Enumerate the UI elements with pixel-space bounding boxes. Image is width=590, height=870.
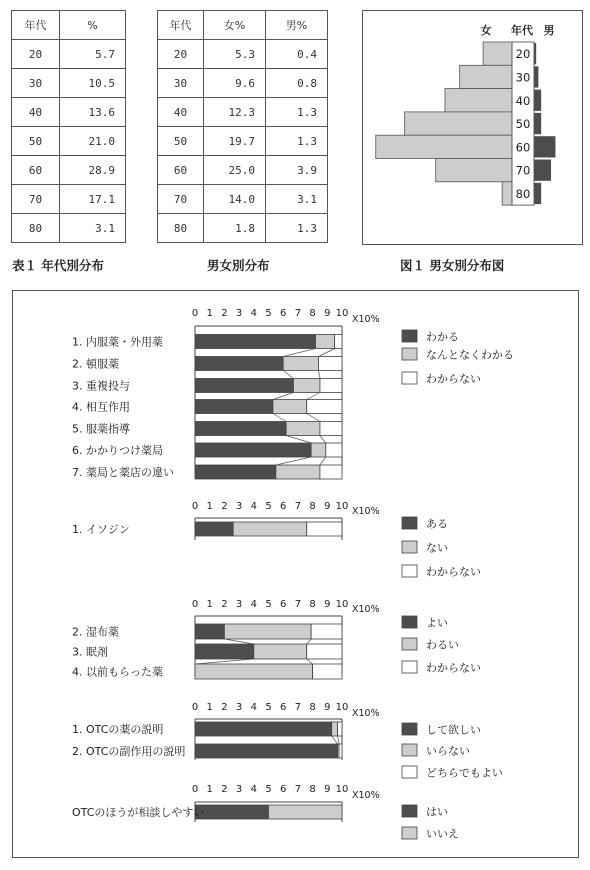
axis-tick-label: 6 bbox=[280, 501, 287, 512]
stacked-bar-segment bbox=[335, 335, 342, 349]
legend-swatch bbox=[402, 517, 417, 529]
header-cell: 年代 bbox=[158, 11, 204, 40]
axis-unit-label: X10% bbox=[352, 506, 380, 517]
age-cell: 20 bbox=[12, 40, 60, 69]
legend-label: ない bbox=[426, 541, 448, 555]
header-cell: % bbox=[60, 11, 126, 40]
figure1-caption: 図１ 男女別分布図 bbox=[400, 258, 505, 273]
percent-cell: 5.7 bbox=[60, 40, 126, 69]
female-bar bbox=[460, 65, 512, 88]
stacked-bar-segment bbox=[339, 744, 342, 758]
stacked-bar-segment bbox=[195, 357, 283, 371]
axis-tick-label: 2 bbox=[221, 501, 228, 512]
axis-tick-label: 4 bbox=[250, 599, 257, 610]
axis-tick-label: 4 bbox=[250, 702, 257, 713]
axis-tick-label: 1 bbox=[206, 501, 213, 512]
legend-swatch bbox=[402, 661, 417, 673]
legend-swatch bbox=[402, 827, 417, 839]
axis-tick-label: 0 bbox=[191, 599, 199, 610]
category-label: 1. イソジン bbox=[72, 523, 130, 536]
age-cell: 70 bbox=[158, 185, 204, 214]
segment-connector-line bbox=[224, 639, 253, 644]
legend-label: なんとなくわかる bbox=[426, 348, 514, 362]
axis-tick-label: 8 bbox=[309, 784, 316, 795]
legend-swatch bbox=[402, 372, 417, 384]
stacked-bar-segment bbox=[195, 379, 293, 393]
female-percent-cell: 14.0 bbox=[204, 185, 266, 214]
legend-label: わからない bbox=[426, 372, 481, 386]
stacked-bar-segment bbox=[276, 465, 320, 479]
axis-tick-label: 10 bbox=[335, 784, 349, 795]
axis-tick-label: 1 bbox=[206, 784, 213, 795]
male-percent-cell: 1.3 bbox=[266, 127, 328, 156]
stacked-bar-segment bbox=[307, 522, 342, 536]
segment-connector-line bbox=[307, 414, 320, 422]
category-label: 4. 以前もらった薬 bbox=[72, 665, 163, 679]
age-label: 40 bbox=[515, 93, 531, 108]
female-bar bbox=[502, 182, 512, 205]
stacked-bar-segment bbox=[195, 400, 273, 414]
stacked-bar-segment bbox=[318, 357, 342, 371]
axis-tick-label: 8 bbox=[309, 308, 316, 319]
axis-tick-label: 10 bbox=[335, 702, 349, 713]
axis-tick-label: 2 bbox=[221, 784, 228, 795]
segment-connector-line bbox=[276, 457, 311, 465]
stacked-bar-segment bbox=[320, 422, 342, 436]
segment-connector-line bbox=[307, 659, 313, 664]
age-cell: 50 bbox=[12, 127, 60, 156]
axis-tick-label: 3 bbox=[235, 501, 243, 512]
segment-connector-line bbox=[318, 349, 334, 357]
legend-swatch bbox=[402, 616, 417, 628]
stacked-bar-segment bbox=[195, 664, 313, 679]
stacked-bar-segment bbox=[320, 379, 342, 393]
axis-tick-label: 9 bbox=[324, 784, 331, 795]
female-percent-cell: 25.0 bbox=[204, 156, 266, 185]
age-cell: 80 bbox=[12, 214, 60, 243]
axis-tick-label: 7 bbox=[294, 501, 302, 512]
axis-unit-label: X10% bbox=[352, 314, 380, 325]
header-cell: 女% bbox=[204, 11, 266, 40]
male-bar bbox=[534, 183, 541, 204]
axis-tick-label: 9 bbox=[324, 599, 331, 610]
axis-tick-label: 7 bbox=[294, 784, 302, 795]
stacked-bar-segment bbox=[320, 465, 342, 479]
axis-tick-label: 3 bbox=[235, 308, 243, 319]
stacked-bar-segment bbox=[195, 335, 316, 349]
stacked-bar-segment bbox=[311, 624, 342, 639]
female-header: 女 bbox=[480, 24, 492, 37]
percent-cell: 21.0 bbox=[60, 127, 126, 156]
legend-swatch bbox=[402, 565, 417, 577]
axis-tick-label: 0 bbox=[191, 702, 199, 713]
age-label: 70 bbox=[515, 163, 531, 178]
stacked-bar-segment bbox=[269, 805, 343, 819]
axis-tick-label: 2 bbox=[221, 308, 228, 319]
category-label: 2. 湿布薬 bbox=[72, 625, 119, 639]
axis-tick-label: 6 bbox=[280, 308, 287, 319]
male-bar bbox=[534, 136, 555, 157]
axis-tick-label: 9 bbox=[324, 308, 331, 319]
axis-tick-label: 4 bbox=[250, 784, 257, 795]
age-label: 30 bbox=[515, 70, 531, 85]
segment-connector-line bbox=[283, 349, 315, 357]
axis-tick-label: 10 bbox=[335, 308, 349, 319]
percent-cell: 28.9 bbox=[60, 156, 126, 185]
category-label: 5. 服薬指導 bbox=[72, 422, 130, 436]
male-percent-cell: 3.9 bbox=[266, 156, 328, 185]
male-bar bbox=[534, 160, 551, 181]
axis-tick-label: 1 bbox=[206, 599, 213, 610]
stacked-bar-segment bbox=[293, 379, 319, 393]
legend-label: わかる bbox=[426, 330, 459, 344]
male-bar bbox=[534, 66, 538, 87]
axis-tick-label: 7 bbox=[294, 702, 302, 713]
age-cell: 20 bbox=[158, 40, 204, 69]
legend-swatch bbox=[402, 723, 417, 735]
legend-label: いらない bbox=[426, 744, 470, 758]
segment-connector-line bbox=[320, 457, 326, 465]
legend-label: どちらでもよい bbox=[426, 766, 503, 780]
stacked-bar-segment bbox=[338, 722, 342, 736]
segment-connector-line bbox=[286, 436, 311, 444]
stacked-bar-segment bbox=[307, 400, 342, 414]
axis-tick-label: 8 bbox=[309, 599, 316, 610]
age-cell: 30 bbox=[158, 69, 204, 98]
stacked-bar-segment bbox=[311, 443, 326, 457]
axis-tick-label: 2 bbox=[221, 599, 228, 610]
segment-connector-line bbox=[318, 371, 319, 379]
axis-unit-label: X10% bbox=[352, 604, 380, 615]
category-label: 1. OTCの薬の説明 bbox=[72, 723, 164, 736]
category-label: OTCのほうが相談しやすい bbox=[72, 806, 205, 819]
female-bar bbox=[483, 42, 512, 65]
axis-tick-label: 0 bbox=[191, 784, 199, 795]
female-bar bbox=[376, 135, 512, 158]
table1-caption: 表１ 年代別分布 bbox=[12, 258, 104, 273]
stacked-bar-segment bbox=[195, 624, 224, 639]
segment-connector-line bbox=[273, 393, 294, 400]
female-percent-cell: 9.6 bbox=[204, 69, 266, 98]
axis-tick-label: 10 bbox=[335, 501, 349, 512]
axis-tick-label: 8 bbox=[309, 702, 316, 713]
segment-connector-line bbox=[273, 414, 286, 422]
axis-tick-label: 4 bbox=[250, 501, 257, 512]
legend-label: わからない bbox=[426, 565, 481, 579]
header-cell: 年代 bbox=[12, 11, 60, 40]
stacked-bar-segment bbox=[273, 400, 307, 414]
stacked-bar-segment bbox=[195, 805, 269, 819]
legend-label: いいえ bbox=[426, 827, 459, 841]
percent-cell: 17.1 bbox=[60, 185, 126, 214]
male-percent-cell: 1.3 bbox=[266, 98, 328, 127]
axis-tick-label: 7 bbox=[294, 599, 302, 610]
male-bar bbox=[534, 90, 541, 111]
female-bar bbox=[445, 89, 512, 112]
segment-connector-line bbox=[320, 436, 326, 444]
percent-cell: 13.6 bbox=[60, 98, 126, 127]
axis-tick-label: 1 bbox=[206, 702, 213, 713]
legend-swatch bbox=[402, 330, 417, 342]
legend-label: わるい bbox=[426, 638, 459, 652]
stacked-bar-segment bbox=[307, 644, 342, 659]
header-cell: 男% bbox=[266, 11, 328, 40]
axis-tick-label: 3 bbox=[235, 784, 243, 795]
axis-tick-label: 5 bbox=[265, 784, 272, 795]
segment-connector-line bbox=[307, 639, 311, 644]
axis-tick-label: 10 bbox=[335, 599, 349, 610]
legend-swatch bbox=[402, 744, 417, 756]
stacked-bar-segment bbox=[326, 443, 342, 457]
legend-swatch bbox=[402, 638, 417, 650]
axis-tick-label: 1 bbox=[206, 308, 213, 319]
stacked-bar-segment bbox=[233, 522, 307, 536]
category-label: 7. 薬局と薬店の違い bbox=[72, 466, 174, 479]
axis-tick-label: 9 bbox=[324, 501, 331, 512]
male-percent-cell: 0.4 bbox=[266, 40, 328, 69]
stacked-bar-segment bbox=[283, 357, 318, 371]
stacked-bar-segment bbox=[195, 443, 311, 457]
axis-tick-label: 9 bbox=[324, 702, 331, 713]
male-bar bbox=[534, 113, 541, 134]
legend-swatch bbox=[402, 348, 417, 360]
male-percent-cell: 3.1 bbox=[266, 185, 328, 214]
age-cell: 30 bbox=[12, 69, 60, 98]
age-cell: 80 bbox=[158, 214, 204, 243]
percent-cell: 10.5 bbox=[60, 69, 126, 98]
legend-label: ある bbox=[426, 517, 448, 531]
segment-connector-line bbox=[338, 736, 339, 744]
axis-tick-label: 5 bbox=[265, 702, 272, 713]
stacked-bar-segment bbox=[254, 644, 307, 659]
axis-tick-label: 3 bbox=[235, 702, 243, 713]
stacked-bar-segment bbox=[195, 744, 338, 758]
age-label: 50 bbox=[515, 117, 531, 132]
age-cell: 60 bbox=[12, 156, 60, 185]
legend-swatch bbox=[402, 541, 417, 553]
stacked-bar-segment bbox=[286, 422, 320, 436]
axis-tick-label: 6 bbox=[280, 702, 287, 713]
stacked-bar-segment bbox=[195, 465, 276, 479]
female-bar bbox=[405, 112, 512, 135]
category-label: 2. OTCの副作用の説明 bbox=[72, 745, 186, 758]
age-cell: 60 bbox=[158, 156, 204, 185]
female-bar bbox=[436, 159, 512, 182]
female-percent-cell: 19.7 bbox=[204, 127, 266, 156]
legend-label: はい bbox=[426, 805, 448, 819]
age-cell: 50 bbox=[158, 127, 204, 156]
legend-label: わからない bbox=[426, 661, 481, 675]
axis-tick-label: 0 bbox=[191, 308, 199, 319]
legend-swatch bbox=[402, 766, 417, 778]
category-label: 2. 頓服薬 bbox=[72, 357, 119, 371]
axis-tick-label: 4 bbox=[250, 308, 257, 319]
stacked-bar-segment bbox=[332, 722, 338, 736]
age-label: 80 bbox=[515, 186, 531, 201]
stacked-bar-segment bbox=[195, 644, 254, 659]
axis-tick-label: 3 bbox=[235, 599, 243, 610]
segment-connector-line bbox=[307, 393, 320, 400]
age-cell: 40 bbox=[158, 98, 204, 127]
female-percent-cell: 1.8 bbox=[204, 214, 266, 243]
stacked-bar-segment bbox=[313, 664, 342, 679]
age-cell: 70 bbox=[12, 185, 60, 214]
table2-caption: 男女別分布 bbox=[207, 258, 270, 273]
stacked-bar-segment bbox=[195, 522, 233, 536]
axis-tick-label: 6 bbox=[280, 784, 287, 795]
percent-cell: 3.1 bbox=[60, 214, 126, 243]
age-cell: 40 bbox=[12, 98, 60, 127]
female-percent-cell: 5.3 bbox=[204, 40, 266, 69]
axis-tick-label: 2 bbox=[221, 702, 228, 713]
axis-unit-label: X10% bbox=[352, 790, 380, 801]
stacked-bar-segment bbox=[195, 422, 286, 436]
legend-label: して欲しい bbox=[426, 723, 481, 737]
legend-swatch bbox=[402, 805, 417, 817]
male-header: 男 bbox=[543, 24, 555, 37]
axis-tick-label: 0 bbox=[191, 501, 199, 512]
category-label: 4. 相互作用 bbox=[72, 400, 130, 414]
axis-tick-label: 6 bbox=[280, 599, 287, 610]
axis-unit-label: X10% bbox=[352, 708, 380, 719]
category-label: 3. 眠剤 bbox=[72, 645, 108, 659]
age-header: 年代 bbox=[511, 24, 533, 37]
segment-connector-line bbox=[283, 371, 293, 379]
male-percent-cell: 1.3 bbox=[266, 214, 328, 243]
segment-connector-line bbox=[332, 736, 338, 744]
axis-tick-label: 8 bbox=[309, 501, 316, 512]
age-label: 60 bbox=[515, 140, 531, 155]
category-label: 6. かかりつけ薬局 bbox=[72, 444, 163, 457]
axis-tick-label: 5 bbox=[265, 501, 272, 512]
female-percent-cell: 12.3 bbox=[204, 98, 266, 127]
axis-tick-label: 5 bbox=[265, 308, 272, 319]
legend-label: よい bbox=[426, 616, 448, 630]
stacked-bar-segment bbox=[316, 335, 335, 349]
axis-tick-label: 7 bbox=[294, 308, 302, 319]
segment-connector-line bbox=[195, 659, 254, 664]
stacked-bar-segment bbox=[224, 624, 311, 639]
category-label: 1. 内服薬・外用薬 bbox=[72, 335, 163, 349]
axis-tick-label: 5 bbox=[265, 599, 272, 610]
category-label: 3. 重複投与 bbox=[72, 379, 130, 393]
stacked-bar-segment bbox=[195, 722, 332, 736]
male-percent-cell: 0.8 bbox=[266, 69, 328, 98]
age-label: 20 bbox=[515, 47, 531, 62]
